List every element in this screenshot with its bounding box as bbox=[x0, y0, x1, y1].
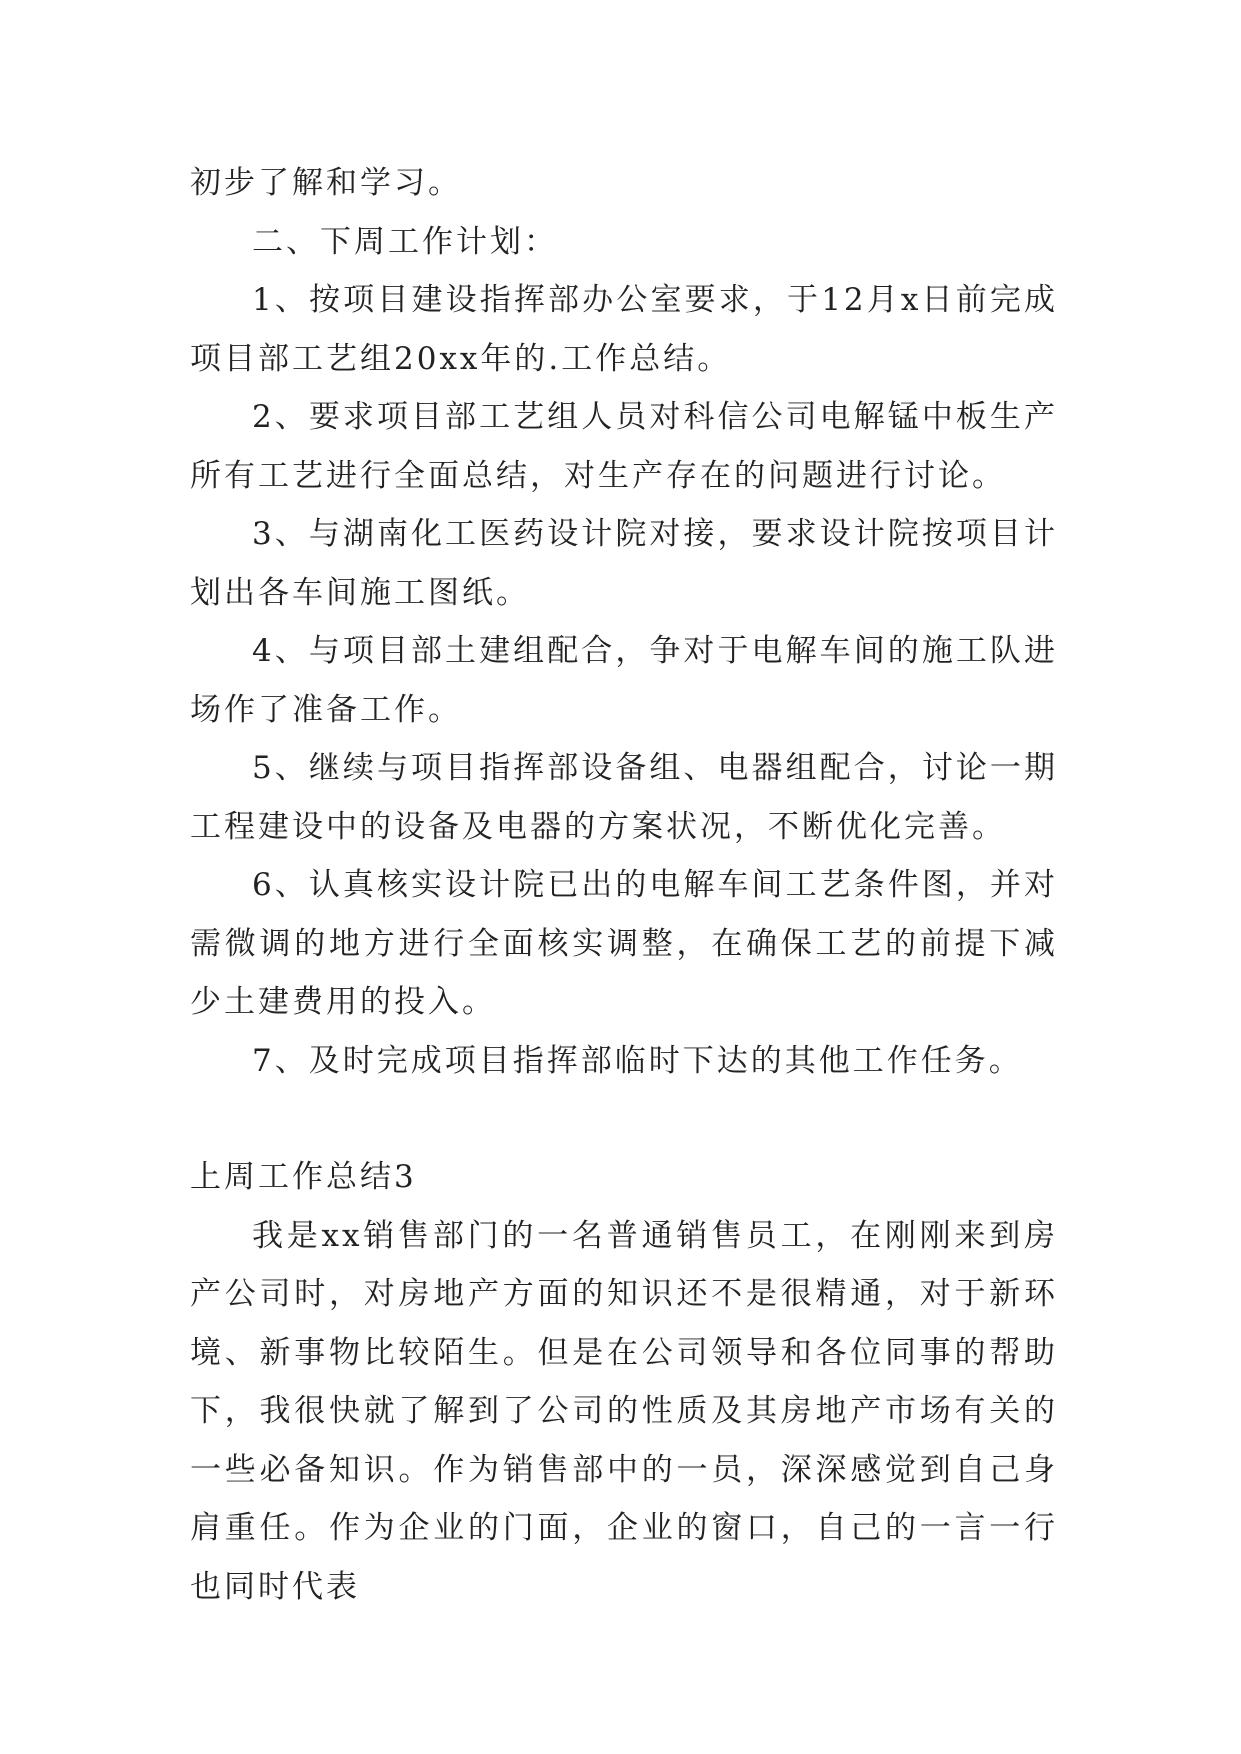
plan-item-2: 2、要求项目部工艺组人员对科信公司电解锰中板生产所有工艺进行全面总结，对生产存在的问题进行讨论。 bbox=[190, 399, 1058, 494]
section-title: 上周工作总结3 bbox=[190, 1159, 417, 1195]
plan-item-3: 3、与湖南化工医药设计院对接，要求设计院按项目计划出各车间施工图纸。 bbox=[190, 516, 1058, 611]
heading-next-week-plan: 二、下周工作计划： bbox=[252, 223, 558, 260]
plan-item-4: 4、与项目部土建组配合，争对于电解车间的施工队进场作了准备工作。 bbox=[190, 633, 1058, 728]
plan-item-6: 6、认真核实设计院已出的电解车间工艺条件图，并对需微调的地方进行全面核实调整，在确保工艺的前提下减少土建费用的投入。 bbox=[190, 867, 1058, 1020]
section-body: 我是xx销售部门的一名普通销售员工，在刚刚来到房产公司时，对房地产方面的知识还不是很精通，对于新环境、新事物比较陌生。但是在公司领导和各位同事的帮助下，我很快就了解到了公司的性质及其房地产市场有关的一些必备知识。作为销售部中的一员，深深感觉到自己身肩重任。作为企业的门面，企业的窗口，自己的一言一行也同时代表 bbox=[190, 1217, 1058, 1605]
plan-item-1: 1、按项目建设指挥部办公室要求，于12月x日前完成项目部工艺组20xx年的.工作总结。 bbox=[190, 282, 1058, 377]
plan-item-7: 7、及时完成项目指挥部临时下达的其他工作任务。 bbox=[252, 1042, 1023, 1079]
document-body bbox=[190, 154, 1058, 1616]
paragraph-continuation: 初步了解和学习。 bbox=[190, 165, 462, 201]
plan-item-5: 5、继续与项目指挥部设备组、电器组配合，讨论一期工程建设中的设备及电器的方案状况，不断优化完善。 bbox=[190, 750, 1058, 845]
